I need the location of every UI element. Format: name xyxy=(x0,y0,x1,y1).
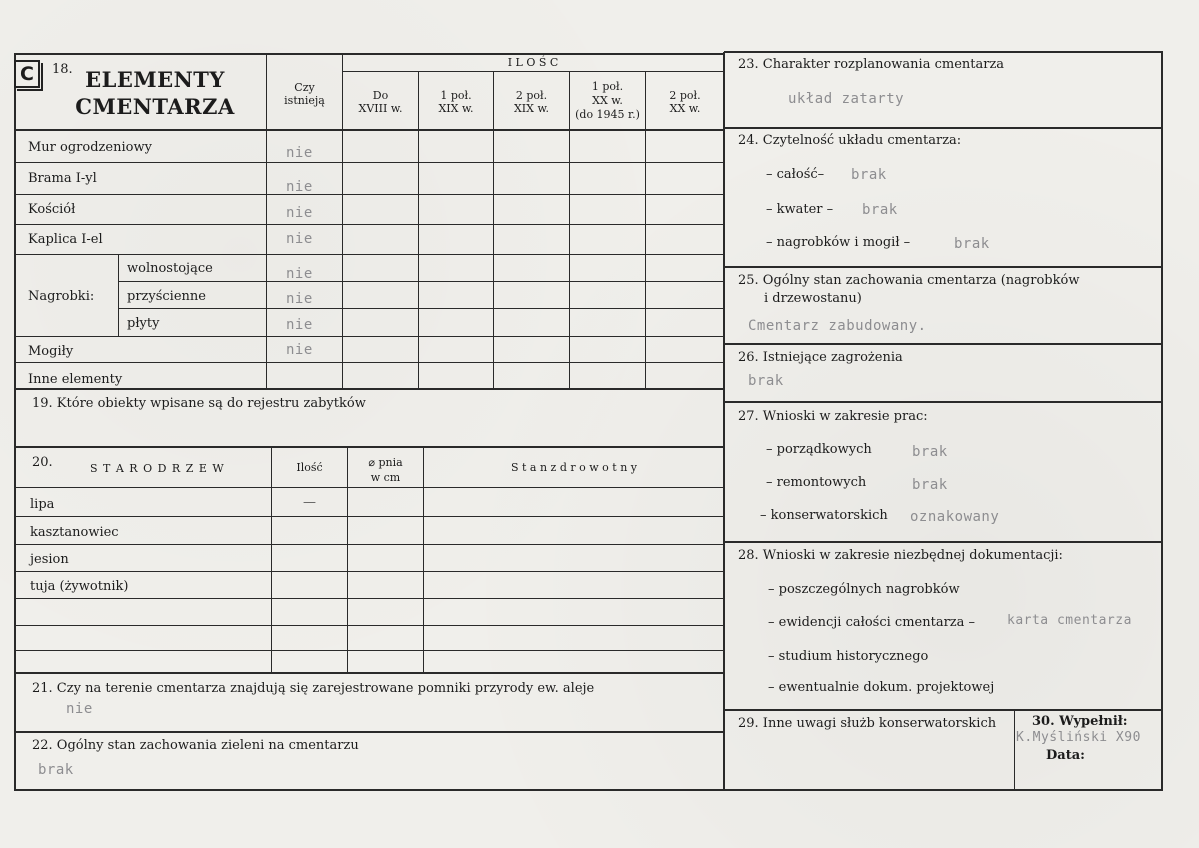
s20-stan-header: S t a n z d r o w o t n y xyxy=(510,461,638,474)
s21-bottom xyxy=(14,731,724,733)
s18-col-header-l2: XVIII w. xyxy=(358,102,403,115)
s18-row-value: nie xyxy=(286,231,313,247)
s18-col-header-l2: XX w. xyxy=(669,102,701,115)
s20-tree-ilosc: — xyxy=(303,495,316,510)
s18-col-5 xyxy=(645,71,646,388)
s24-item-value: brak xyxy=(862,202,898,218)
s27-item-label: – konserwatorskich xyxy=(760,508,888,523)
s18-row-2 xyxy=(14,194,724,195)
s28-item-label: – studium historycznego xyxy=(768,649,929,664)
frame-right xyxy=(1161,51,1163,791)
s18-col-header-l3: (do 1945 r.) xyxy=(575,108,640,121)
s25-value: Cmentarz zabudowany. xyxy=(748,318,927,334)
s29-label: 29. Inne uwagi służb konserwatorskich xyxy=(738,716,997,731)
s20-row-6 xyxy=(14,650,724,651)
s18-bottom xyxy=(14,388,724,390)
section-letter-badge xyxy=(14,60,40,88)
s20-bottom xyxy=(14,672,724,674)
s18-czy-line1: Czy xyxy=(294,81,315,94)
s28-item-value: karta cmentarza xyxy=(1007,613,1132,628)
s20-row-1 xyxy=(14,516,724,517)
section-letter: C xyxy=(20,63,34,85)
s18-row-label: przyścienne xyxy=(127,289,206,304)
s24-item-value: brak xyxy=(851,167,887,183)
s18-title-line1: ELEMENTY xyxy=(85,67,225,92)
s20-col-stan xyxy=(423,448,424,672)
s18-row-5 xyxy=(118,281,724,282)
s18-col-header-l1: 1 poł. xyxy=(591,80,624,93)
s18-col-header-l1: Do xyxy=(372,89,389,102)
s24-item-label: – całość– xyxy=(766,167,825,182)
s27-item-value: brak xyxy=(912,477,948,493)
s18-row-label: Mogiły xyxy=(28,344,74,359)
frame-left xyxy=(14,53,16,791)
s21-label: 21. Czy na terenie cmentarza znajdują się zarejestrowane pomniki przyrody ew. aleje xyxy=(32,681,595,696)
s18-row-8 xyxy=(14,362,724,363)
s25-label-line1: 25. Ogólny stan zachowania cmentarza (nagrobków xyxy=(738,273,1080,288)
s18-ilosc-line xyxy=(342,71,724,72)
s26-value: brak xyxy=(748,373,784,389)
s18-col-3 xyxy=(493,71,494,388)
s18-row-4 xyxy=(14,254,724,255)
s27-item-value: brak xyxy=(912,444,948,460)
s25-label-line2: i drzewostanu) xyxy=(764,291,862,306)
s18-row-value: nie xyxy=(286,205,313,221)
s27-label: 27. Wnioski w zakresie prac: xyxy=(738,409,928,424)
s20-tree-name: lipa xyxy=(30,497,55,512)
s22-label: 22. Ogólny stan zachowania zieleni na cmentarzu xyxy=(32,738,359,753)
s18-col-header-l2: XIX w. xyxy=(513,102,550,115)
s28-label: 28. Wnioski w zakresie niezbędnej dokumentacji: xyxy=(738,548,1063,563)
s24-label: 24. Czytelność układu cmentarza: xyxy=(738,133,962,148)
s24-bottom xyxy=(724,266,1161,268)
s20-ilosc-header: Ilość xyxy=(296,461,323,474)
s20-pnia-header-l1: ⌀ pnia xyxy=(368,456,403,469)
s27-item-value: oznakowany xyxy=(910,509,1000,525)
s18-row-label: Kościół xyxy=(28,202,76,217)
frame-top-left xyxy=(14,53,724,55)
s20-col-ilosc xyxy=(271,448,272,672)
frame-top-right xyxy=(724,51,1161,53)
s20-tree-name: jesion xyxy=(30,552,69,567)
s23-label: 23. Charakter rozplanowania cmentarza xyxy=(738,57,1005,72)
s30-label: 30. Wypełnił: xyxy=(1032,714,1128,729)
s18-nagrobki-col xyxy=(118,254,119,336)
s20-tree-name: tuja (żywotnik) xyxy=(30,579,129,594)
s28-bottom xyxy=(724,709,1161,711)
s18-col-header-l2: XIX w. xyxy=(438,102,474,115)
s27-bottom xyxy=(724,541,1161,543)
s20-row-5 xyxy=(14,625,724,626)
s26-label: 26. Istniejące zagrożenia xyxy=(738,350,903,365)
s18-nagrobki-label: Nagrobki: xyxy=(28,289,95,304)
frame-bottom xyxy=(14,789,1163,791)
s18-col-header-l1: 2 poł. xyxy=(515,89,548,102)
s26-bottom xyxy=(724,401,1161,403)
s18-czy-line2: istnieją xyxy=(284,94,325,107)
s20-header-bottom xyxy=(14,487,724,488)
s24-item-label: – nagrobków i mogił – xyxy=(766,235,911,250)
s20-tree-name: kasztanowiec xyxy=(30,525,119,540)
s28-item-label: – poszczególnych nagrobków xyxy=(768,582,960,597)
s22-value: brak xyxy=(38,762,74,778)
s18-title-line2: CMENTARZA xyxy=(75,94,235,119)
s18-number: 18. xyxy=(52,62,73,77)
s19-label: 19. Które obiekty wpisane są do rejestru zabytków xyxy=(32,396,366,411)
s21-value: nie xyxy=(66,701,93,717)
s18-row-label: Inne elementy xyxy=(28,372,123,387)
s30-date-label: Data: xyxy=(1046,748,1085,763)
s18-row-label: Mur ogrodzeniowy xyxy=(28,140,152,155)
s18-row-label: płyty xyxy=(127,316,160,331)
s20-number: 20. xyxy=(32,455,53,470)
s28-item-label: – ewidencji całości cmentarza – xyxy=(768,615,976,630)
s18-col-header-l1: 2 poł. xyxy=(669,89,701,102)
s27-item-label: – remontowych xyxy=(766,475,867,490)
s20-row-3 xyxy=(14,571,724,572)
s18-row-label: Kaplica I-el xyxy=(28,232,103,247)
s24-item-label: – kwater – xyxy=(766,202,834,217)
s18-header-bottom xyxy=(14,129,724,131)
s28-item-label: – ewentualnie dokum. projektowej xyxy=(768,680,995,695)
s18-ilosc-header: I L O Ś C xyxy=(507,56,559,69)
s19-bottom xyxy=(14,446,724,448)
s18-row-6 xyxy=(118,308,724,309)
s18-col-2 xyxy=(418,71,419,388)
s18-row-value: nie xyxy=(286,291,313,307)
s18-row-label: wolnostojące xyxy=(127,261,213,276)
s23-value: układ zatarty xyxy=(788,91,905,107)
s27-item-label: – porządkowych xyxy=(766,442,872,457)
s20-row-4 xyxy=(14,598,724,599)
s18-row-value: nie xyxy=(286,317,313,333)
s18-row-value: nie xyxy=(286,179,313,195)
s18-row-value: nie xyxy=(286,266,313,282)
s18-row-value: nie xyxy=(286,342,313,358)
s25-bottom xyxy=(724,343,1161,345)
s18-row-1 xyxy=(14,162,724,163)
s18-col-header-l1: 1 poł. xyxy=(440,89,472,102)
s18-row-3 xyxy=(14,224,724,225)
s20-title: S T A R O D R Z E W xyxy=(90,462,225,475)
s18-row-value: nie xyxy=(286,145,313,161)
s18-row-label: Brama I-yl xyxy=(28,171,97,186)
s18-row-7 xyxy=(14,336,724,337)
s18-col-header-l2: XX w. xyxy=(592,94,623,107)
s30-value: K.Myśliński X90 xyxy=(1016,730,1141,745)
s29-s30-divider xyxy=(1014,710,1015,790)
s23-bottom xyxy=(724,127,1161,129)
s24-item-value: brak xyxy=(954,236,990,252)
s20-row-2 xyxy=(14,544,724,545)
s20-pnia-header-l2: w cm xyxy=(370,471,401,484)
